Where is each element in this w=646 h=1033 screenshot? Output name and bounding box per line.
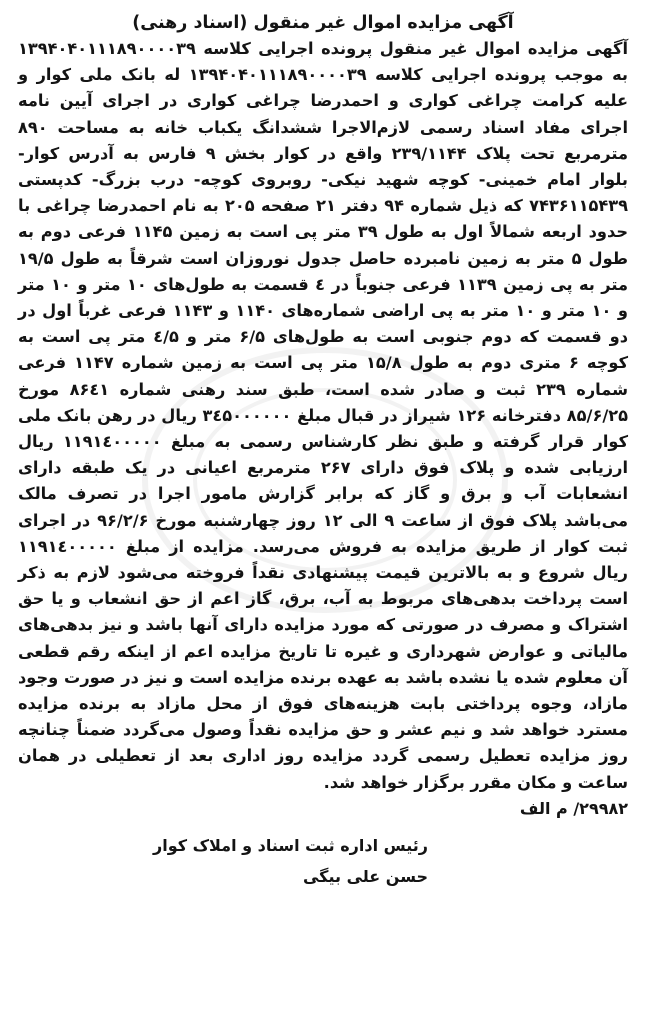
- reference-number: ۲۹۹۸۲/ م الف: [519, 798, 628, 818]
- signature-block: [18, 830, 428, 892]
- signer-name: حسن علی بیگی: [302, 866, 428, 886]
- notice-content: [18, 0, 628, 892]
- notice-body: آگهی مزایده اموال غیر منقول پرونده اجرایی کلاسه ۱۳۹۴۰۴۰۱۱۱۸۹۰۰۰۰۳۹ به موجب پرونده اجرایی کلاسه ۱۳۹۴۰۴۰۱۱۱۸۹۰۰۰۰۳۹ له بانک ملی کوار و علیه کرامت چراغی کواری و احمدرضا چراغی کواری در اجرای آیین نامه اجرای مفاد اسناد رسمی لازم‌الاجرا ششدانگ یکباب خانه به مساحت ۸۹۰ مترمربع تحت پلاک ۲۳۹/۱۱۴۴ واقع در کوار بخش ۹ فارس به آدرس کوار- بلوار امام خمینی- کوچه شهید نیکی- روبروی کوچه- درب بزرگ- کدپستی ۷۴۳۶۱۱۵۴۳۹ که ذیل شماره ۹۴ دفتر ۲۱ صفحه ۲۰۵ به نام احمدرضا چراغی با حدود اربعه شمالاً اول به طول ۳۹ متر پی است به زمین ۱۱۴۵ فرعی دوم به طول ۵ متر به زمین نامبرده حاصل جدول نوروزان است شرقاً به طول ۱۹/۵ متر به پی زمین ۱۱۳۹ فرعی جنوباً در ٤ قسمت به طول‌های ۱۰ متر و ۱۰ متر و ۱۰ متر و ۱۰ متر به پی اراضی شماره‌های ۱۱۴۰ و ۱۱۴۳ فرعی غرباً اول در دو قسمت که دوم جنوبی است به طول‌های ۶/۵ متر و ٤/۵ متر پی است به کوچه ۶ متری دوم به طول ۱۵/۸ متر پی است به زمین شماره ۱۱۴۷ فرعی شماره ۲۳۹ ثبت و صادر شده است، طبق سند رهنی شماره ۸۶٤۱ مورخ ۸۵/۶/۲۵ دفترخانه ۱۲۶ شیراز در قبال مبلغ ۳٤۵۰۰۰۰۰۰ ریال در رهن بانک ملی کوار قرار گرفته و طبق نظر کارشناس رسمی به مبلغ ۱۱۹۱٤۰۰۰۰۰ ریال ارزیابی شده و پلاک فوق دارای ۲۶۷ مترمربع اعیانی در یک طبقه دارای انشعابات آب و برق و گاز که برابر گزارش مامور اجرا در تصرف مالک می‌باشد پلاک فوق از ساعت ۹ الی ۱۲ روز چهارشنبه مورخ ۹۶/۲/۶ در اجرای ثبت کوار از طریق مزایده به فروش می‌رسد. مزایده از مبلغ ۱۱۹۱٤۰۰۰۰۰ ریال شروع و به بالاترین قیمت پیشنهادی نقداً فروخته می‌شود لازم به ذکر است پرداخت بدهی‌های مربوط به آب، برق، گاز اعم از حق انشعاب و یا حق اشتراک و مصرف در صورتی که مورد مزایده دارای آنها باشد و نیز بدهی‌های مالیاتی و عوارض شهرداری و غیره تا تاریخ مزایده اعم از اینکه رقم قطعی آن معلوم شده یا نشده باشد به عهده برنده مزایده است و نیز در صورت وجود مازاد، وجوه پرداختی بابت هزینه‌های فوق از محل مازاد به برنده مزایده مسترد خواهد شد و نیم عشر و حق مزایده نقداً وصول می‌گردد ضمناً چنانچه روز مزایده تعطیل رسمی گردد مزایده روز اداری بعد از تعطیلی در همان ساعت و مکان مقرر برگزار خواهد شد.: [18, 39, 629, 792]
- notice-title: آگهی مزایده اموال غیر منقول (اسناد رهنی): [132, 13, 514, 33]
- signer-title: رئیس اداره ثبت اسناد و املاک کوار: [153, 835, 428, 855]
